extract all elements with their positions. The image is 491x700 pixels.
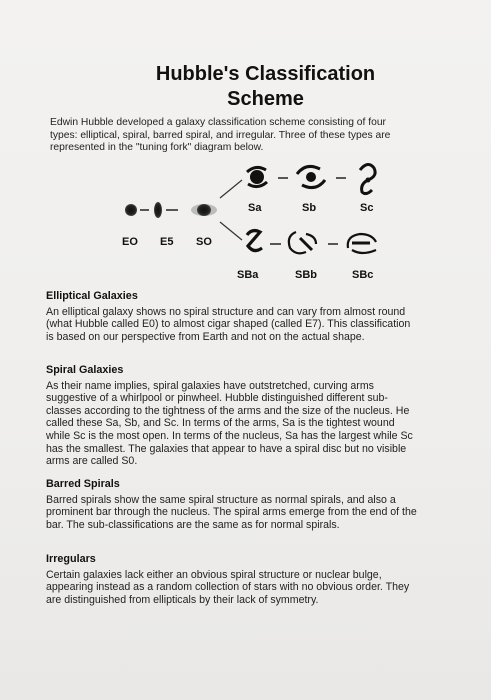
galaxy-s0-icon	[191, 204, 217, 216]
galaxy-sb-icon	[297, 166, 325, 187]
label-s0: SO	[196, 236, 212, 248]
section-heading: Irregulars	[46, 553, 96, 565]
galaxy-e5-icon	[154, 202, 162, 218]
section-spiral	[46, 364, 418, 468]
section-barred	[46, 478, 418, 531]
section-text: Barred spirals show the same spiral structure as normal spirals, and also a prominent bar through the nucleus. The spiral arms emerge from the end of the bar. The sub-classifications are the same as for normal spirals.	[46, 493, 417, 531]
section-text: Certain galaxies lack either an obvious spiral structure or nuclear bulge, appearing instead as a random collection of stars with no obvious order. They are distinguished from ellipticals by their lack of symmetry.	[46, 568, 410, 606]
label-sc: Sc	[360, 202, 374, 214]
galaxy-sbb-icon	[289, 232, 316, 253]
label-e5: E5	[160, 236, 174, 248]
label-sba: SBa	[237, 269, 259, 281]
galaxy-sbc-icon	[348, 234, 376, 253]
section-heading: Elliptical Galaxies	[46, 290, 138, 302]
fork-upper-arm	[220, 180, 242, 198]
galaxy-sc-icon	[360, 164, 375, 193]
section-irregular	[46, 553, 418, 606]
page-title-line2: Scheme	[227, 88, 304, 110]
galaxy-e0-icon	[125, 204, 137, 216]
galaxy-sba-icon	[247, 231, 262, 251]
section-text: As their name implies, spiral galaxies have outstretched, curving arms suggestive of a whirlpool or pinwheel. Hubble distinguished different sub-classes according to the tightness of the arms and the size of the nucleus. He called these Sa, Sb, and Sc. In terms of the arms, Sa is the tightest wound while Sc is the most open. In terms of the nucleus, Sa has the largest while Sc has the smallest. The galaxies that appear to have a spiral disc but no visible arms are called S0.	[46, 379, 413, 468]
fork-lower-arm	[220, 222, 242, 240]
section-text: An elliptical galaxy shows no spiral structure and can vary from almost round (what Hubble called E0) to almost cigar shaped (called E7). This classification is based on our perspective from Earth and not on the actual shape.	[46, 305, 411, 343]
section-elliptical	[46, 290, 418, 343]
label-e0: EO	[122, 236, 138, 248]
label-sb: Sb	[302, 202, 317, 214]
section-heading: Spiral Galaxies	[46, 364, 124, 376]
page-title-line1: Hubble's Classification	[155, 63, 376, 85]
section-heading: Barred Spirals	[46, 478, 120, 490]
tuning-fork-diagram	[0, 150, 491, 290]
galaxy-sa-icon	[247, 167, 267, 186]
label-sa: Sa	[248, 202, 262, 214]
intro-paragraph: Edwin Hubble developed a galaxy classification scheme consisting of four types: elliptical, spiral, barred spiral, and irregular. Three of these types are represented in the "tuning fork" diagram below.	[50, 117, 391, 153]
label-sbc: SBc	[352, 269, 374, 281]
label-sbb: SBb	[295, 269, 317, 281]
